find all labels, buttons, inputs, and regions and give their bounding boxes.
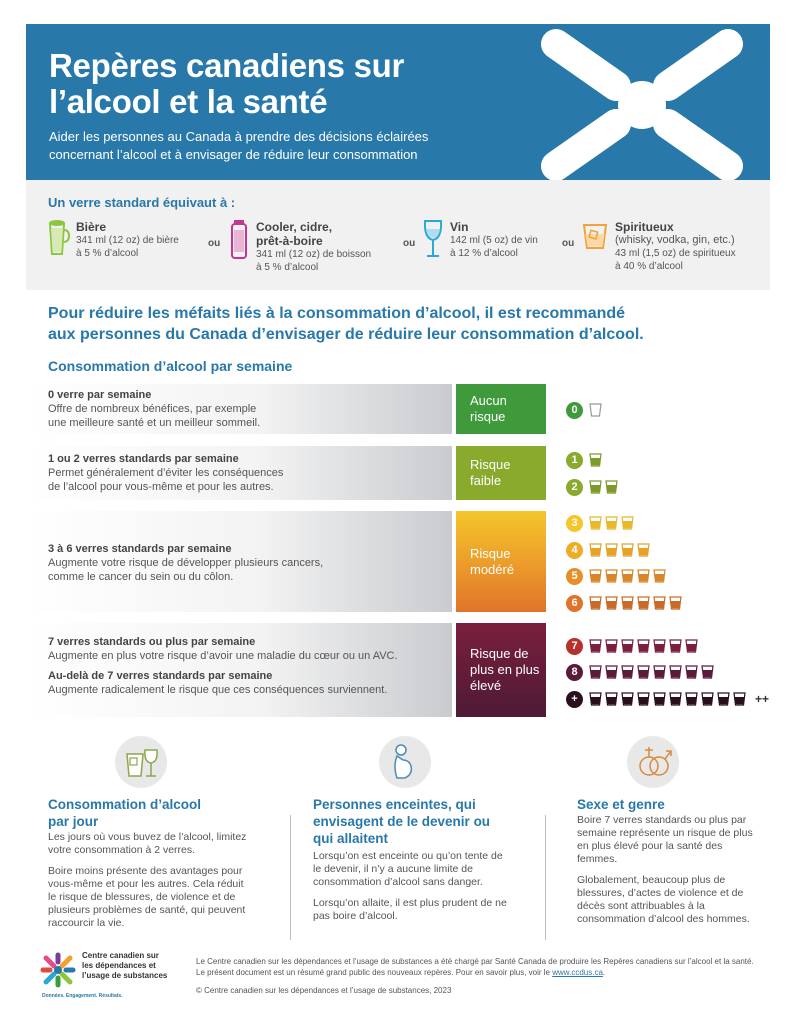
page-title: Repères canadiens sur l’alcool et la santé xyxy=(49,47,405,120)
drink-glass-icon xyxy=(589,543,602,557)
drink-glass-icon xyxy=(589,403,602,417)
sex-gender-text: Boire 7 verres standards ou plus par semaine représente un risque de plus en plus élevé pour la santé des femmes. Globalement, beaucoup plus de blessures, d’actes de violence et de décès sont attribuables à la consommation d’alcool des hommes. xyxy=(577,814,753,925)
drink-glass-icon xyxy=(685,692,698,706)
drink-glass-icon xyxy=(685,665,698,679)
drink-glass-icon xyxy=(621,692,634,706)
risk-label-high: Risque de plus en plus élevé xyxy=(456,623,546,717)
drink-glass-icon xyxy=(605,596,618,610)
ccdus-link[interactable]: www.ccdus.ca xyxy=(552,968,603,977)
drink-count-row xyxy=(566,400,602,420)
can-icon xyxy=(230,218,248,260)
drink-glass-icon xyxy=(637,665,650,679)
or-label: ou xyxy=(208,238,221,249)
row-none-text: 0 verre par semaine Offre de nombreux bénéfices, par exemple une meilleure santé et un meilleur sommeil. xyxy=(48,389,261,429)
drink-glass-icon xyxy=(637,569,650,583)
drink-count-badge: 3 xyxy=(566,515,583,532)
column-divider xyxy=(290,815,291,940)
wine-item: Vin 142 ml (5 oz) de vin à 12 % d’alcool xyxy=(450,220,538,259)
drink-glass-icon xyxy=(605,543,618,557)
risk-label-none: Aucun risque xyxy=(456,384,546,434)
plus-plus-label: ++ xyxy=(755,692,770,706)
drink-glass-icon xyxy=(733,692,746,706)
row-low-text: 1 ou 2 verres standards par semaine Permet généralement d’éviter les conséquences de l’alcool pour vous-même et pour les autres. xyxy=(48,453,284,493)
drink-glass-icon xyxy=(653,692,666,706)
drink-count-badge: + xyxy=(566,691,583,708)
logo-x-graphic xyxy=(516,24,770,180)
or-label: ou xyxy=(403,238,416,249)
drink-glass-icon xyxy=(701,692,714,706)
drink-glass-icon xyxy=(621,665,634,679)
drink-count-badge: 8 xyxy=(566,664,583,681)
drink-glass-icon xyxy=(589,516,602,530)
drink-count-row xyxy=(566,513,634,533)
drink-glass-icon xyxy=(589,639,602,653)
row-moderate-text: 3 à 6 verres standards par semaine Augmente votre risque de développer plusieurs cancers, comme le cancer du sein ou du côlon. xyxy=(48,543,324,583)
weekly-consumption-heading: Consommation d’alcool par semaine xyxy=(48,358,293,374)
drink-count-row xyxy=(566,477,618,497)
drink-glass-icon xyxy=(701,665,714,679)
drink-count-badge: 5 xyxy=(566,568,583,585)
standard-drink-heading: Un verre standard équivaut à : xyxy=(48,195,236,210)
drink-glass-icon xyxy=(621,639,634,653)
standard-drink-section xyxy=(26,180,770,290)
drink-glass-icon xyxy=(605,692,618,706)
drink-count-row xyxy=(566,540,650,560)
ccsa-org-name: Centre canadien sur les dépendances et l’usage de substances xyxy=(82,951,168,980)
drink-glass-icon xyxy=(637,543,650,557)
or-label: ou xyxy=(562,238,575,249)
drink-count-row xyxy=(566,450,602,470)
drink-glass-icon xyxy=(589,692,602,706)
cooler-item: Cooler, cidre, prêt-à-boire 341 ml (12 oz) de boisson à 5 % d’alcool xyxy=(256,220,372,273)
ccsa-logo-icon xyxy=(40,952,76,988)
drink-glass-icon xyxy=(653,569,666,583)
recommendation-text: Pour réduire les méfaits liés à la consommation d’alcool, il est recommandé aux personnes du Canada d’envisager de réduire leur consommation d’alcool. xyxy=(48,305,644,343)
drink-glass-icon xyxy=(653,596,666,610)
drink-glass-icon xyxy=(669,596,682,610)
drink-glass-icon xyxy=(669,639,682,653)
drink-glass-icon xyxy=(621,543,634,557)
drink-glass-icon xyxy=(605,665,618,679)
spirits-item: Spiritueux (whisky, vodka, gin, etc.) 43 ml (1,5 oz) de spiritueux à 40 % d’alcool xyxy=(615,220,736,272)
copyright: © Centre canadien sur les dépendances et l’usage de substances, 2023 xyxy=(196,986,452,995)
drink-count-row xyxy=(566,593,682,613)
drink-glass-icon xyxy=(589,453,602,467)
drink-count-badge: 6 xyxy=(566,595,583,612)
sex-gender-title: Sexe et genre xyxy=(577,797,665,812)
drink-glass-icon xyxy=(669,692,682,706)
drink-glass-icon xyxy=(669,665,682,679)
risk-label-moderate: Risque modéré xyxy=(456,511,546,612)
drinks-icon xyxy=(115,736,167,788)
page-subtitle: Aider les personnes au Canada à prendre des décisions éclairées concernant l’alcool et à envisager de réduire leur consommation xyxy=(49,129,429,162)
drink-glass-icon xyxy=(621,596,634,610)
drink-count-row xyxy=(566,566,666,586)
header-banner xyxy=(26,24,770,180)
row-high-text: 7 verres standards ou plus par semaine Augmente en plus votre risque d’avoir une maladie du cœur ou un AVC. Au-delà de 7 verres standards par semaine Augmente radicalement le risque que ces conséquences surviennent. xyxy=(48,636,398,696)
drink-glass-icon xyxy=(653,639,666,653)
drink-glass-icon xyxy=(637,692,650,706)
drink-glass-icon xyxy=(685,639,698,653)
drink-count-row xyxy=(566,662,714,682)
drink-glass-icon xyxy=(589,665,602,679)
drink-glass-icon xyxy=(589,596,602,610)
risk-label-low: Risque faible xyxy=(456,446,546,500)
column-divider xyxy=(545,815,546,940)
drink-glass-icon xyxy=(621,569,634,583)
drink-count-badge: 0 xyxy=(566,402,583,419)
drink-glass-icon xyxy=(589,480,602,494)
drink-glass-icon xyxy=(605,569,618,583)
drink-count-row xyxy=(566,689,769,709)
drink-glass-icon xyxy=(605,516,618,530)
drink-glass-icon xyxy=(605,639,618,653)
daily-consumption-text: Les jours où vous buvez de l’alcool, limitez votre consommation à 2 verres. Boire moins présente des avantages pour vous-même et pour les autres. Cela réduit le risque de blessures, de violence et de plusieurs problèmes de santé, qui peuvent raccourcir la vie. xyxy=(48,831,247,929)
pregnant-person-icon xyxy=(379,736,431,788)
beer-glass-icon xyxy=(46,218,70,258)
footer-text: Le Centre canadien sur les dépendances et l’usage de substances a été chargé par Santé Canada de produire les Repères canadiens sur l’alcool et la santé. Le présent document est un résumé grand public des nouveaux repères. Pour en savoir plus, voir le www.ccdus.ca. xyxy=(196,957,754,977)
pregnancy-title: Personnes enceintes, qui envisagent de le devenir ou qui allaitent xyxy=(313,797,491,846)
drink-count-row xyxy=(566,636,698,656)
drink-glass-icon xyxy=(637,639,650,653)
tumbler-icon xyxy=(582,222,608,250)
drink-glass-icon xyxy=(605,480,618,494)
ccsa-tagline: Données. Engagement. Résultats. xyxy=(42,993,123,999)
drink-glass-icon xyxy=(717,692,730,706)
wine-glass-icon xyxy=(422,218,444,260)
daily-consumption-title: Consommation d’alcool par jour xyxy=(48,797,202,829)
drink-count-badge: 1 xyxy=(566,452,583,469)
pregnancy-text: Lorsqu’on est enceinte ou qu’on tente de le devenir, il n’y a aucune limite de consommation d’alcool sans danger. Lorsqu’on allaite, il est plus prudent de ne pas boire d’alcool. xyxy=(313,850,507,922)
drink-count-badge: 4 xyxy=(566,542,583,559)
drink-count-badge: 2 xyxy=(566,479,583,496)
beer-item: Bière 341 ml (12 oz) de bière à 5 % d’alcool xyxy=(76,220,179,259)
drink-glass-icon xyxy=(637,596,650,610)
drink-glass-icon xyxy=(589,569,602,583)
drink-glass-icon xyxy=(653,665,666,679)
gender-symbols-icon xyxy=(627,736,679,788)
drink-count-badge: 7 xyxy=(566,638,583,655)
drink-glass-icon xyxy=(621,516,634,530)
